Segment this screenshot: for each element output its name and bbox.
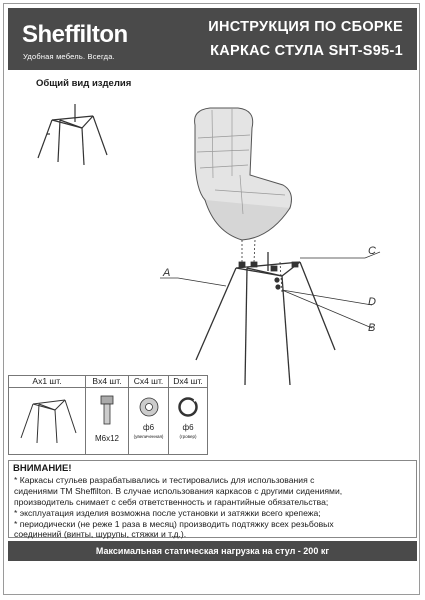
callout-c: C (368, 245, 376, 257)
part-d-size: ф6 (182, 423, 194, 432)
part-b-size: M6x12 (94, 434, 119, 443)
part-a-header: Ax1 шт. (9, 376, 85, 388)
overview-label: Общий вид изделия (36, 78, 132, 89)
part-a-frame-icon (9, 388, 85, 454)
part-c-header: Cx4 шт. (129, 376, 168, 388)
attention-line: * эксплуатация изделия возможна после установки и затяжки всего крепежа; (14, 508, 321, 518)
spring-washer-icon (169, 396, 207, 418)
part-c-cell (129, 376, 169, 454)
part-b-header: Bx4 шт. (86, 376, 128, 388)
parts-table (8, 375, 208, 455)
attention-box (8, 460, 417, 538)
instruction-title: ИНСТРУКЦИЯ ПО СБОРКЕ (208, 19, 403, 35)
max-load-banner: Максимальная статическая нагрузка на стул - 200 кг (8, 541, 417, 561)
attention-line: * Каркасы стульев разрабатывались и тестировались для использования с (14, 475, 315, 485)
part-d-note: (гровер) (179, 434, 197, 439)
attention-line: сидениями ТМ Sheffilton. В случае использования каркасов с другими сидениями, (14, 486, 343, 496)
overview-frame-illustration (38, 104, 107, 165)
washer-icon (129, 396, 169, 418)
product-title: КАРКАС СТУЛА SHT-S95-1 (210, 43, 403, 59)
chair-frame-illustration (196, 252, 335, 385)
part-d-cell (169, 376, 207, 454)
callout-b: B (368, 322, 376, 334)
chair-seat-illustration (195, 108, 292, 240)
attention-line: соединений (винты, шурупы, стяжки и т.д.). (14, 529, 187, 539)
attention-line: производитель снимает с себя ответственность и гарантийные обязательства; (14, 497, 329, 507)
callout-d: D (368, 296, 376, 308)
callout-a: A (163, 267, 171, 279)
brand-tagline: Удобная мебель. Всегда. (23, 52, 115, 61)
attention-line: * периодически (не реже 1 раза в месяц) производить подтяжку всех резьбовых (14, 519, 334, 529)
bolt-icon (86, 394, 128, 434)
part-c-note: (увеличенная) (133, 434, 164, 439)
part-b-cell (86, 376, 129, 454)
attention-title: ВНИМАНИЕ! (13, 463, 72, 474)
brand-logo: Sheffilton (22, 21, 128, 48)
part-a-cell (9, 376, 86, 454)
part-d-header: Dx4 шт. (169, 376, 207, 388)
part-c-size: ф6 (142, 423, 155, 432)
callout-lines (160, 252, 380, 328)
